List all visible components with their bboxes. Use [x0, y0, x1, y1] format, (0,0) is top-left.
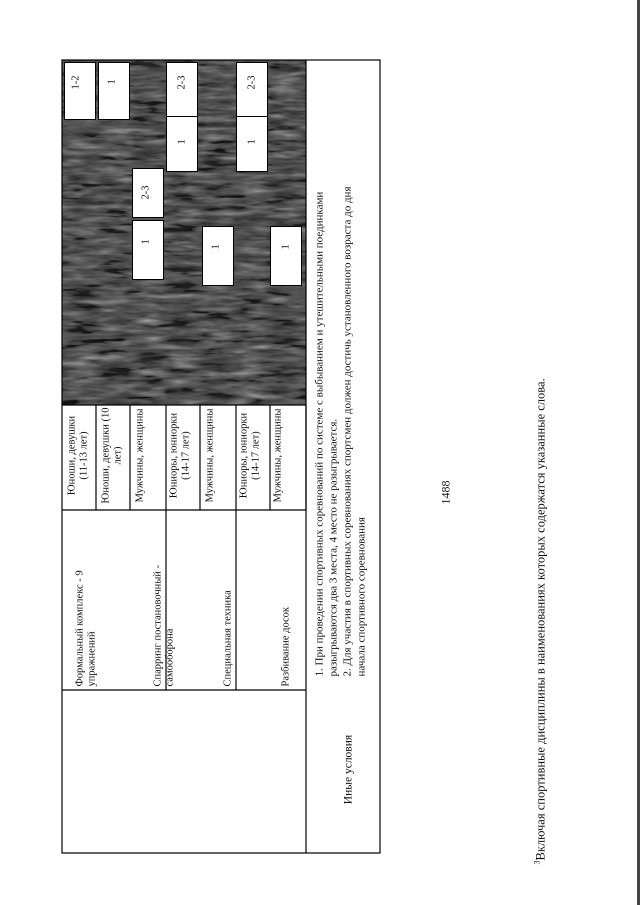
footnote: [532, 378, 548, 864]
discipline: Разбивание досок: [280, 607, 291, 687]
note-item: 2. Для участия в спортивных соревнованиях спортсмен должен достичь установленного возраста до дня начала спортивного соревнования: [341, 186, 367, 677]
age-group: Юниоры, юниорки (14-17 лет): [238, 412, 261, 499]
value-label: 1: [246, 139, 257, 145]
note-item: 1. При проведении спортивных соревнований по системе с выбыванием и утешительными поединками разыгрываются два 3 места, 4 место не разыгрывается.: [313, 191, 339, 677]
age-group: Мужчины, женщины: [272, 408, 283, 503]
value-label: 1-2: [70, 75, 81, 90]
value-label: 2-3: [246, 75, 257, 90]
footnote-text: Включая спортивные дисциплины в наименованиях которых содержатся указанные слова.: [533, 378, 548, 861]
value-label: 1: [106, 79, 117, 85]
value-label: 2-3: [140, 185, 151, 200]
age-group: Юноши, девушки (10 лет): [100, 407, 123, 504]
value-label: 1: [210, 244, 221, 250]
value-label: 2-3: [176, 75, 187, 90]
value-label: 1: [176, 139, 187, 145]
other-conditions-label: Иные условия: [342, 734, 354, 805]
value-label: 1: [140, 239, 151, 245]
age-group: Мужчины, женщины: [134, 408, 145, 503]
discipline: Спарринг постановочный - самооборона: [152, 564, 175, 687]
discipline: Специальная техника: [222, 590, 233, 687]
conditions-notes: [312, 157, 368, 677]
footnote-marker: 3: [532, 860, 541, 865]
value-label: 1: [280, 244, 291, 250]
page-number: 1488: [438, 480, 452, 505]
age-group: Юниоры, юниорки (14-17 лет): [168, 412, 191, 499]
discipline: Формальный комплекс - 9 упражнений: [74, 570, 97, 687]
age-group: Мужчины, женщины: [204, 408, 215, 503]
age-group: Юноши, девушки (11-13 лет): [66, 415, 89, 496]
